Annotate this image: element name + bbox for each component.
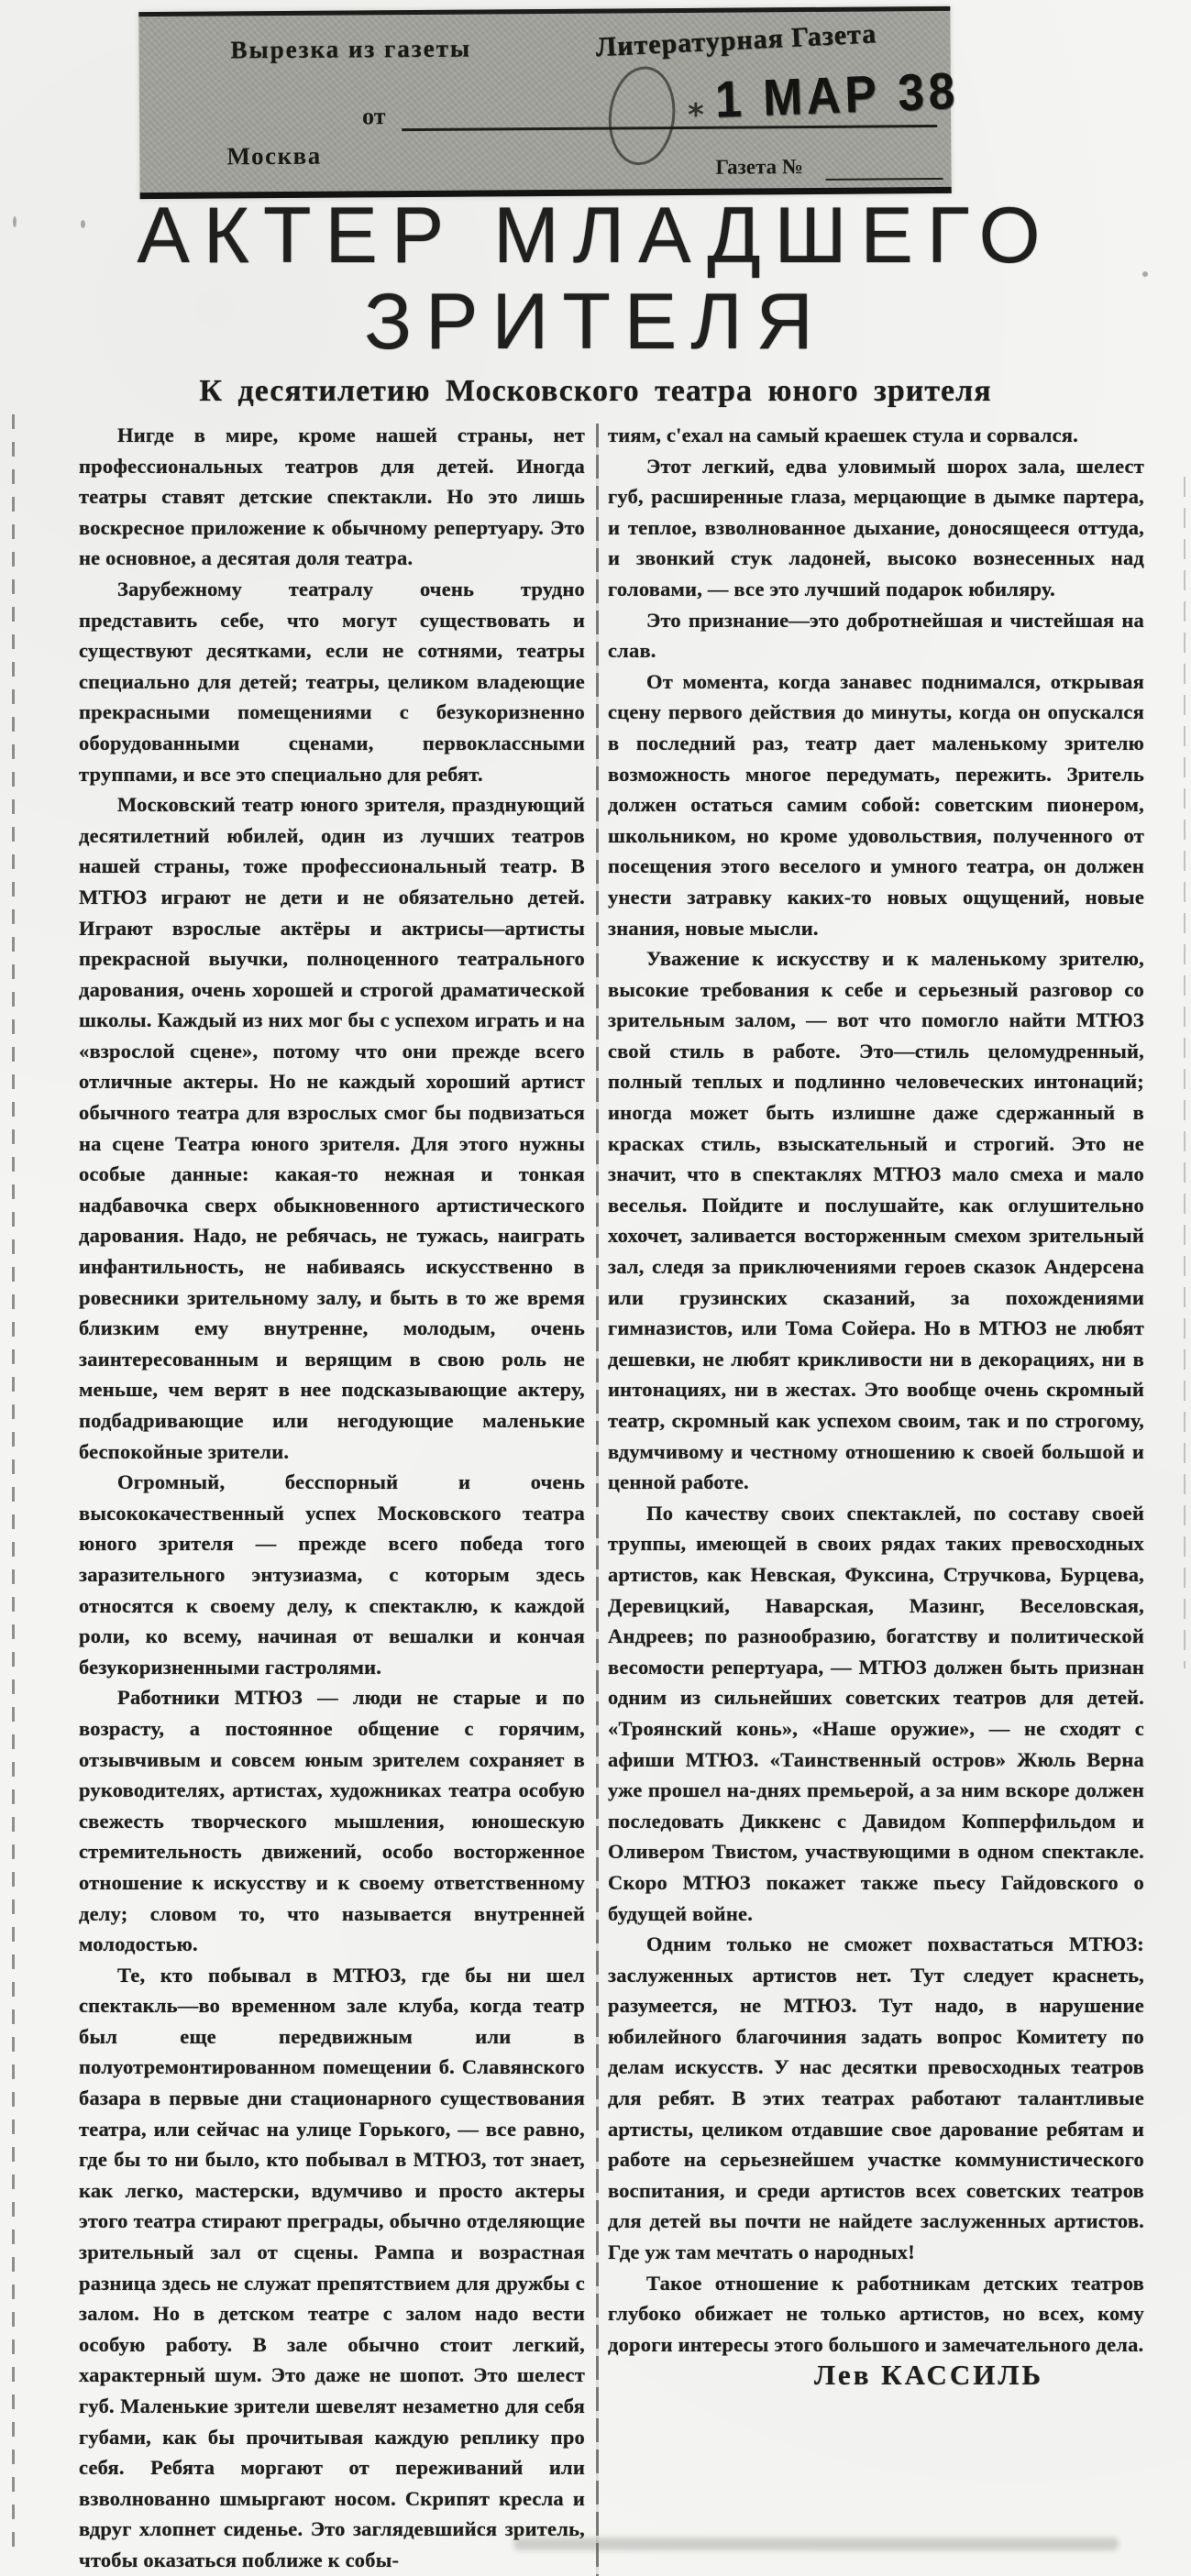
article-body — [79, 420, 1144, 2576]
article-paragraph: По качеству своих спектаклей, по составу своей труппы, имеющей в своих рядах таких превосходных артистов, как Невская, Фуксина, Стручкова, Бурцева, Деревицкий, Наварская, Мазинг, Веселовская, Андреев; по разнообразию, богатству и политической весомости репертуара, — МТЮЗ должен быть признан одним из сильнейших советских театров для детей. «Троянский конь», «Наше оружие», — не сходят с афиши МТЮЗ. «Таинственный остров» Жюль Верна уже прошел на-днях премьерой, а за ним вскоре должен последовать Диккенс с Давидом Копперфильдом и Оливером Твистом, участвующими в одном спектакле. Скоро МТЮЗ покажет также пьесу Гайдовского о будущей войне. — [608, 1501, 1144, 1925]
left-edge-mark — [12, 414, 15, 2550]
newspaper-name: Литературная Газета — [594, 18, 877, 63]
column-divider — [596, 424, 599, 2576]
right-column — [608, 420, 1144, 2576]
issue-rule-line — [826, 178, 943, 181]
date-stamp: 1 МАР 38 — [713, 61, 960, 128]
paper-speck — [1142, 271, 1148, 277]
postmark-circle-icon — [603, 62, 680, 169]
author-signature: Лев КАССИЛЬ — [814, 2359, 1043, 2392]
article-title-line2: ЗРИТЕЛЯ — [364, 278, 827, 366]
date-from-label: от — [361, 103, 386, 130]
paper-smudge — [513, 2537, 1119, 2550]
article-paragraph: Те, кто побывал в МТЮЗ, где бы ни шел спектакль—во временном зале клуба, когда театр был еще передвижным или в полуотремонтированном помещении б. Славянского базара в первые дни стационарного существования театра, или сейчас на улице Горького, — все равно, где бы то ни было, кто побывал в МТЮЗ, тот знает, как легко, мастерски, вдумчиво и просто актеры этого театра стирают преграды, обычно отделяющие зрительный зал от сцены. Рампа и возрастная разница здесь не служат препятствием для дружбы с залом. Но в детском театре с залом надо вести особую работу. В зале обычно стоит легкий, характерный шум. Это даже не шопот. Это шелест губ. Маленькие зрители шевелят незаметно для себя губами, как бы прочитывая каждую реплику про себя. Ребята моргают от переживаний или взволнованно шмыргают носом. Скрипят кресла и вдруг хлопнет сиденье. Это заглядевшийся зритель, чтобы оказаться поближе к собы- — [79, 1963, 585, 2571]
article-paragraph: Огромный, бесспорный и очень высококачественный успех Московского театра юного зрителя — прежде всего победа того заразительного энтузиазма, с которым здесь относятся к своему делу, к спектаклю, к каждой роли, ко всему, начиная от вешалки и кончая безукоризненными гастролями. — [79, 1470, 585, 1679]
stamp-star-mark: * — [687, 96, 705, 134]
article-paragraph: Уважение к искусству и к маленькому зрителю, высокие требования к себе и серьезный разговор со зрительным залом, — вот что помогло найти МТЮЗ свой стиль в работе. Это—стиль целомудренный, полный теплых и подлинно человеческих интонаций; иногда может быть излишне даже сдержанный в красках стиль, взыскательный и строгий. Это не значит, что в спектаклях МТЮЗ мало смеха и мало веселья. Пойдите и послушайте, как оглушительно хохочет, заливается восторженным смехом зрительный зал, следя за приключениями героев сказок Андерсена или грузинских сказаний, за похождениями гимназистов, или Тома Сойера. Но в МТЮЗ не любят дешевки, не любят крикливости ни в декорациях, ни в интонациях, ни в жестах. Это вообще очень скромный театр, скромный как успехом своим, так и по строгому, вдумчивому и честному отношению к своей большой и ценной работе. — [608, 947, 1144, 1494]
clipping-from-label: Вырезка из газеты — [230, 34, 472, 64]
city-label: Москва — [226, 141, 322, 171]
article-paragraph: Одним только не сможет похвастаться МТЮЗ: заслуженных артистов нет. Тут следует краснеть, разумеется, не МТЮЗ. Тут надо, в нарушение юбилейного благочиния задать вопрос Комитету по делам искусств. У нас десятки превосходных театров для ребят. В этих театрах работают талантливые артисты, целиком отдавшие свое дарование ребятам и работе на серьезнейшем участке коммунистического воспитания, и среди артистов всех советских театров для детей вы почти не найдете заслуженных артистов. Где уж там мечтать о народных! — [608, 1932, 1144, 2264]
right-edge-mark — [1184, 477, 1185, 1668]
article-paragraph: Московский театр юного зрителя, празднующий десятилетний юбилей, один из лучших театров нашей страны, тоже профессиональный театр. В МТЮЗ играют не дети и не обязательно детей. Играют взрослые актёры и актрисы—артисты прекрасной выучки, полноценного театрального дарования, очень хорошей и строгой драматической школы. Каждый из них мог бы с успехом играть и на «взрослой сцене», потому что они прежде всего отличные актеры. Но не каждый хороший артист обычного театра для взрослых смог бы подвизаться на сцене Театра юного зрителя. Для этого нужны особые данные: какая-то нежная и тонкая надбавочка сверх обыкновенного артистического дарования. Надо, не ребячась, не тужась, наиграть инфантильность, не набиваясь искусственно в ровесники зрительному залу, и быть в то же время близким ему внутренне, молодым, очень заинтересованным и верящим в свою роль не меньше, чем верят в нее подсказывающие актеру, подбадривающие или негодующие маленькие беспокойные зрители. — [79, 793, 585, 1463]
paper-speck — [13, 216, 17, 227]
library-stamp — [138, 6, 960, 199]
article-paragraph: Работники МТЮЗ — люди не старые и по возрасту, а постоянное общение с горячим, отзывчивым и совсем юным зрителем сохраняет в руководителях, артистах, художниках театра особую свежесть творческого мышления, юношескую стремительность движений, особо восторженное отношение к искусству и к своему ответственному делу; словом то, что называется внутренней молодостью. — [79, 1686, 585, 1956]
issue-number-label: Газета № — [715, 155, 804, 179]
article-paragraph: От момента, когда занавес поднимался, открывая сцену первого действия до минуты, когда он опускался в последний раз, театр дает маленькому зрителю возможность многое передумать, пережить. Зритель должен остаться самим собой: советским пионером, школьником, но кроме удовольствия, полученного от посещения этого веселого и умного театра, он должен унести затравку каких-то новых ощущений, новые знания, новые мысли. — [608, 669, 1144, 940]
article-paragraph: Это признание—это добротнейшая и чистейшая на слав. — [608, 608, 1144, 663]
paper-speck — [81, 220, 85, 228]
article-paragraph: Зарубежному театралу очень трудно представить себе, что могут существовать и существуют десятками, если не сотнями, театры специально для детей; театры, целиком владеющие прекрасными помещениями с безукоризненно оборудованными сценами, первоклассными труппами, и все это специально для ребят. — [79, 577, 585, 786]
article-paragraph: тиям, с'ехал на самый краешек стула и сорвался. — [608, 424, 1078, 446]
article-title-line1: АКТЕР МЛАДШЕГО — [137, 192, 1054, 280]
article-paragraph: Этот легкий, едва уловимый шорох зала, шелест губ, расширенные глаза, мерцающие в дымке партера, и теплое, взволнованное дыхание, доносящееся оттуда, и звонкий стук ладоней, высоко вознесенных над головами, — все это лучший подарок юбиляру. — [608, 454, 1144, 600]
article-paragraph: Нигде в мире, кроме нашей страны, нет профессиональных театров для детей. Иногда театры ставят детские спектакли. Но это лишь воскресное приложение к обычному репертуару. Это не основное, а десятая доля театра. — [79, 424, 585, 570]
left-column — [79, 420, 585, 2576]
article-subtitle: К десятилетию Московского театра юного зрителя — [199, 374, 992, 408]
article-paragraph: Такое отношение к работникам детских театров глубоко обижает не только артистов, но всех, кому дороги интересы этого большого и замечательного дела. — [608, 2271, 1144, 2356]
